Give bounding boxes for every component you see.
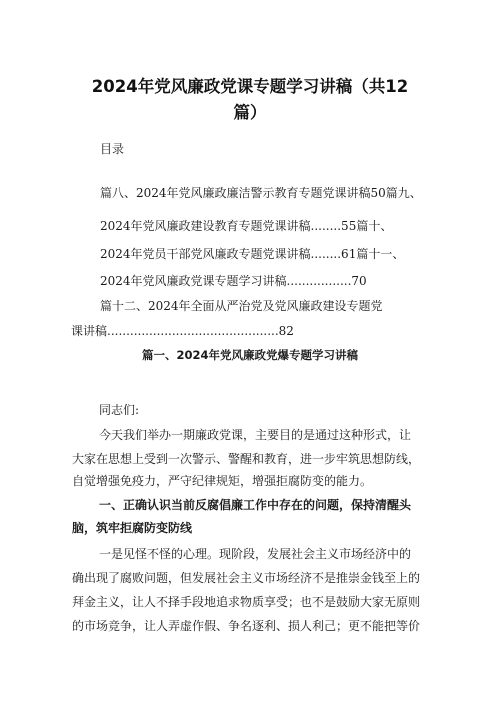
body-line: 的市场竞争，让人弄虚作假、争名逐利、损人利己；更不能把等价 <box>72 619 421 633</box>
toc-line: 2024年党风廉政建设教育专题党课讲稿........55篇十、 <box>100 219 393 233</box>
body-heading-line: 一、正确认识当前反腐倡廉工作中存在的问题，保持清醒头 <box>99 498 412 512</box>
body-line: 自觉增强免疫力，严守纪律规矩，增强拒腐防变的能力。 <box>72 474 373 488</box>
body-line: 一是见怪不怪的心理。现阶段，发展社会主义市场经济中的 <box>99 547 412 561</box>
document-title <box>70 74 430 126</box>
section-heading: 篇一、2024年党风廉政党爆专题学习讲稿 <box>141 348 358 362</box>
toc-line: 篇十二、2024年全面从严治党及党风廉政建设专题党 <box>100 299 383 313</box>
toc-line: 2024年党员干部党风廉政专题党课讲稿........61篇十一、 <box>100 247 405 261</box>
body-line: 同志们: <box>99 403 140 417</box>
title-line-1: 2024年党风廉政党课专题学习讲稿（共12 <box>91 77 409 96</box>
toc-line: 篇八、2024年党风廉政廉洁警示教育专题党课讲稿50篇九、 <box>100 186 422 200</box>
title-line-2: 篇） <box>233 103 267 122</box>
body-heading-line: 脑，筑牢拒腐防变防线 <box>72 521 193 535</box>
toc-label: 目录 <box>100 142 125 156</box>
body-line: 今天我们举办一期廉政党课，主要目的是通过这种形式，让 <box>99 428 412 442</box>
body-line: 拜金主义，让人不择手段地追求物质享受；也不是鼓励大家无原则 <box>72 595 421 609</box>
toc-line: 课讲稿.............................................82 <box>71 324 294 338</box>
body-line: 确出现了腐败问题，但发展社会主义市场经济不是推崇金钱至上的 <box>72 571 421 585</box>
body-line: 大家在思想上受到一次警示、警醒和教育，进一步牢筑思想防线， <box>72 452 421 466</box>
toc-line: 2024年党风廉政党课专题学习讲稿.................70 <box>100 274 367 288</box>
